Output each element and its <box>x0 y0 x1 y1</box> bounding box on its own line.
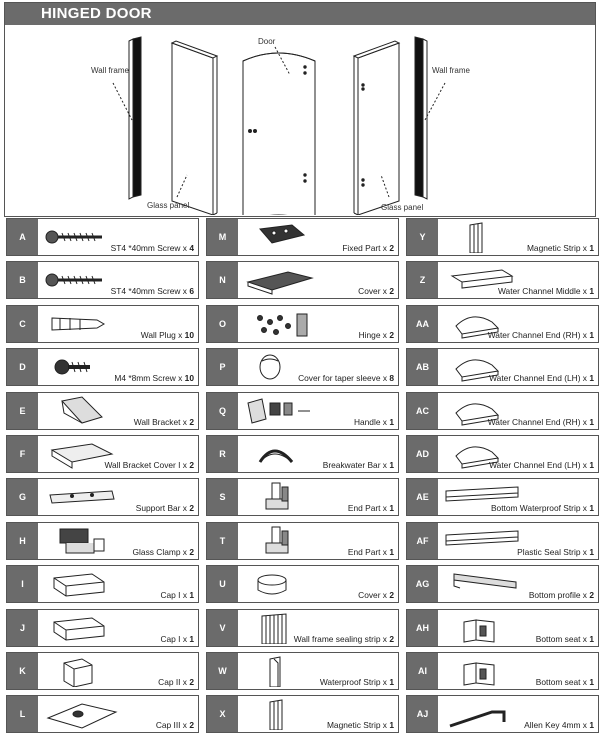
part-name: Plastic Seal Strip x <box>517 546 590 557</box>
part-cell-aa <box>406 305 599 343</box>
part-code: AG <box>407 566 438 602</box>
part-cell-o <box>206 305 399 343</box>
part-label <box>133 547 194 557</box>
part-label <box>160 590 194 600</box>
part-name: Cap I x <box>160 590 190 601</box>
part-quantity: 2 <box>389 590 394 601</box>
cap-icon <box>42 612 122 644</box>
part-name: Waterproof Strip x <box>319 677 390 687</box>
part-cell-k <box>6 652 199 690</box>
part-name: Bottom profile x <box>528 590 590 601</box>
wall-frame-left <box>129 37 141 199</box>
bracket-icon <box>42 395 122 427</box>
part-label <box>134 417 194 427</box>
part-label <box>517 547 594 557</box>
part-name: Support Bar x <box>135 503 190 514</box>
part-quantity: 1 <box>589 286 594 297</box>
part-code: AB <box>407 349 438 385</box>
part-code: F <box>7 436 38 472</box>
part-name: Water Channel End (LH) x <box>489 460 590 470</box>
part-name: Glass Clamp x <box>132 546 190 557</box>
part-quantity: 1 <box>589 677 594 687</box>
part-quantity: 10 <box>184 373 194 384</box>
part-name: Wall Bracket Cover I x <box>104 460 190 470</box>
part-cell-y <box>406 218 599 256</box>
hinge-icon <box>242 308 322 340</box>
part-label <box>536 677 594 687</box>
part-code: Q <box>207 393 238 429</box>
part-quantity: 2 <box>389 243 394 253</box>
part-code: AH <box>407 610 438 646</box>
diagram-panel <box>4 2 596 217</box>
part-code: Y <box>407 219 438 255</box>
part-cell-ah <box>406 609 599 647</box>
part-quantity: 10 <box>184 329 194 340</box>
part-name: Bottom Waterproof Strip x <box>490 503 590 514</box>
part-label <box>342 243 394 253</box>
part-code: V <box>207 610 238 646</box>
part-cell-r <box>206 435 399 473</box>
part-cell-f <box>6 435 199 473</box>
bar-icon <box>42 481 122 513</box>
profile-icon <box>442 568 522 600</box>
part-code: K <box>7 653 38 689</box>
seat-icon <box>442 612 522 644</box>
part-code: X <box>207 696 238 732</box>
part-label <box>323 460 394 470</box>
part-code: C <box>7 306 38 342</box>
part-quantity: 1 <box>389 720 394 731</box>
part-quantity: 1 <box>589 720 594 731</box>
part-name: Hinge x <box>358 329 390 340</box>
part-name: End Part x <box>347 503 390 514</box>
part-name: End Part x <box>347 546 390 557</box>
part-quantity: 1 <box>389 503 394 514</box>
part-cell-x <box>206 695 399 733</box>
part-code: J <box>7 610 38 646</box>
part-code: N <box>207 262 238 298</box>
part-label <box>294 634 394 644</box>
wall-frame-right <box>415 37 427 199</box>
part-code: P <box>207 349 238 385</box>
part-quantity: 2 <box>189 416 194 427</box>
part-label <box>524 720 594 730</box>
part-label <box>488 330 594 340</box>
part-name: Bottom seat x <box>535 677 590 687</box>
part-name: Handle x <box>353 416 390 427</box>
part-code: G <box>7 479 38 515</box>
part-quantity: 1 <box>389 460 394 470</box>
cover-icon <box>242 264 322 296</box>
part-cell-n <box>206 261 399 299</box>
part-name: Fixed Part x <box>342 243 390 253</box>
part-cell-l <box>6 695 199 733</box>
part-cell-e <box>6 392 199 430</box>
hinged-door-diagram <box>5 25 595 215</box>
part-quantity: 1 <box>389 546 394 557</box>
part-quantity: 1 <box>589 243 594 253</box>
part-code: L <box>7 696 38 732</box>
part-cell-a <box>6 218 199 256</box>
part-quantity: 1 <box>589 546 594 557</box>
part-cell-t <box>206 522 399 560</box>
page-title: HINGED DOOR <box>41 5 152 22</box>
part-quantity: 1 <box>589 416 594 427</box>
part-cell-j <box>6 609 199 647</box>
part-code: I <box>7 566 38 602</box>
part-cell-v <box>206 609 399 647</box>
part-quantity: 1 <box>389 416 394 427</box>
part-code: AF <box>407 523 438 559</box>
part-cell-ai <box>406 652 599 690</box>
part-name: M4 *8mm Screw x <box>114 373 185 384</box>
part-label <box>104 460 194 470</box>
cap-icon <box>42 568 122 600</box>
part-label <box>156 720 194 730</box>
part-code: AD <box>407 436 438 472</box>
part-name: Bottom seat x <box>535 633 590 644</box>
part-cell-u <box>206 565 399 603</box>
part-cell-ag <box>406 565 599 603</box>
part-name: Wall frame sealing strip x <box>293 633 390 644</box>
part-cell-d <box>6 348 199 386</box>
part-name: ST4 *40mm Screw x <box>110 286 190 297</box>
part-quantity: 2 <box>189 720 194 731</box>
part-name: Allen Key 4mm x <box>524 720 590 731</box>
part-quantity: 6 <box>189 286 194 297</box>
part-cell-m <box>206 218 399 256</box>
part-code: O <box>207 306 238 342</box>
part-code: A <box>7 219 38 255</box>
wall-plug-icon <box>42 308 122 340</box>
part-code: T <box>207 523 238 559</box>
part-name: Cap II x <box>158 677 190 687</box>
part-code: R <box>207 436 238 472</box>
end-part-icon <box>242 525 322 557</box>
door <box>243 53 315 215</box>
part-label <box>111 286 194 296</box>
part-name: Water Channel End (RH) x <box>487 329 590 340</box>
part-label <box>111 243 194 253</box>
label-door: Door <box>258 37 276 46</box>
part-code: Z <box>407 262 438 298</box>
part-code: D <box>7 349 38 385</box>
part-quantity: 2 <box>189 460 194 470</box>
magnetic-strip-icon <box>242 698 322 730</box>
part-code: M <box>207 219 238 255</box>
short-screw-icon <box>42 351 122 383</box>
part-label <box>320 677 394 687</box>
strip-icon <box>242 655 322 687</box>
part-label <box>141 330 194 340</box>
part-cell-w <box>206 652 399 690</box>
part-cell-ac <box>406 392 599 430</box>
magnetic-strip-icon <box>442 221 522 253</box>
label-wall-frame-right: Wall frame <box>432 66 470 75</box>
part-cell-z <box>406 261 599 299</box>
part-code: W <box>207 653 238 689</box>
part-code: AA <box>407 306 438 342</box>
part-name: Cap III x <box>155 720 190 731</box>
part-quantity: 1 <box>589 503 594 514</box>
round-cover-icon <box>242 568 322 600</box>
part-quantity: 8 <box>389 373 394 384</box>
seat-icon <box>442 655 522 687</box>
part-cell-g <box>6 478 199 516</box>
part-label <box>489 373 594 383</box>
clamp-icon <box>42 525 122 557</box>
part-quantity: 2 <box>189 677 194 687</box>
part-label <box>327 720 394 730</box>
part-quantity: 1 <box>589 460 594 470</box>
part-quantity: 2 <box>389 329 394 340</box>
part-label <box>114 373 194 383</box>
part-cell-b <box>6 261 199 299</box>
part-label <box>491 503 594 513</box>
handle-icon <box>242 395 322 427</box>
label-glass-panel-left: Glass panel <box>147 201 190 210</box>
part-cell-ad <box>406 435 599 473</box>
part-name: Magnetic Strip x <box>326 720 390 731</box>
part-name: Breakwater Bar x <box>322 460 390 470</box>
part-code: E <box>7 393 38 429</box>
part-name: Cover x <box>358 286 390 297</box>
part-label <box>160 634 194 644</box>
part-code: H <box>7 523 38 559</box>
part-cell-aj <box>406 695 599 733</box>
part-name: Cover x <box>358 590 390 601</box>
part-cell-i <box>6 565 199 603</box>
part-quantity: 2 <box>189 503 194 514</box>
part-cell-ab <box>406 348 599 386</box>
part-label <box>348 547 394 557</box>
part-name: Magnetic Strip x <box>526 243 590 253</box>
part-quantity: 1 <box>589 329 594 340</box>
part-label <box>298 373 394 383</box>
part-label <box>158 677 194 687</box>
part-label <box>358 286 394 296</box>
allen-key-icon <box>442 698 522 730</box>
part-label <box>359 330 394 340</box>
part-name: Cap I x <box>160 633 190 644</box>
part-cell-s <box>206 478 399 516</box>
part-quantity: 1 <box>189 633 194 644</box>
end-part-icon <box>242 481 322 513</box>
arc-bar-icon <box>242 438 322 470</box>
parts-grid <box>3 218 597 739</box>
part-label <box>348 503 394 513</box>
plate-icon <box>42 698 122 730</box>
part-cell-p <box>206 348 399 386</box>
part-code: S <box>207 479 238 515</box>
part-label <box>488 417 594 427</box>
part-label <box>354 417 394 427</box>
part-name: Water Channel Middle x <box>497 286 590 297</box>
part-name: Wall Plug x <box>140 329 185 340</box>
long-strip-icon <box>442 525 522 557</box>
part-quantity: 2 <box>589 590 594 601</box>
part-quantity: 2 <box>389 286 394 297</box>
part-cell-c <box>6 305 199 343</box>
part-code: AJ <box>407 696 438 732</box>
part-code: AI <box>407 653 438 689</box>
part-quantity: 1 <box>189 590 194 601</box>
part-quantity: 1 <box>589 373 594 384</box>
part-code: AE <box>407 479 438 515</box>
part-quantity: 2 <box>389 633 394 644</box>
part-label <box>529 590 594 600</box>
part-quantity: 1 <box>589 633 594 644</box>
part-cell-h <box>6 522 199 560</box>
label-glass-panel-right: Glass panel <box>381 203 424 212</box>
part-cell-q <box>206 392 399 430</box>
part-cell-af <box>406 522 599 560</box>
part-quantity: 4 <box>189 243 194 253</box>
part-code: U <box>207 566 238 602</box>
part-name: Water Channel End (LH) x <box>489 373 590 384</box>
part-label <box>527 243 594 253</box>
part-code: AC <box>407 393 438 429</box>
part-label <box>536 634 594 644</box>
part-label <box>136 503 194 513</box>
part-name: Water Channel End (RH) x <box>487 416 590 427</box>
glass-panel-right <box>354 41 399 215</box>
part-label <box>489 460 594 470</box>
part-quantity: 1 <box>389 677 394 687</box>
part-name: ST4 *40mm Screw x <box>110 243 190 253</box>
glass-panel-left <box>172 41 217 215</box>
part-name: Cover for taper sleeve x <box>298 373 390 384</box>
part-quantity: 2 <box>189 546 194 557</box>
cube-cap-icon <box>42 655 122 687</box>
part-cell-ae <box>406 478 599 516</box>
fixed-part-icon <box>242 221 322 253</box>
label-wall-frame-left: Wall frame <box>91 66 129 75</box>
part-label <box>498 286 594 296</box>
part-code: B <box>7 262 38 298</box>
part-label <box>358 590 394 600</box>
part-name: Wall Bracket x <box>133 416 190 427</box>
